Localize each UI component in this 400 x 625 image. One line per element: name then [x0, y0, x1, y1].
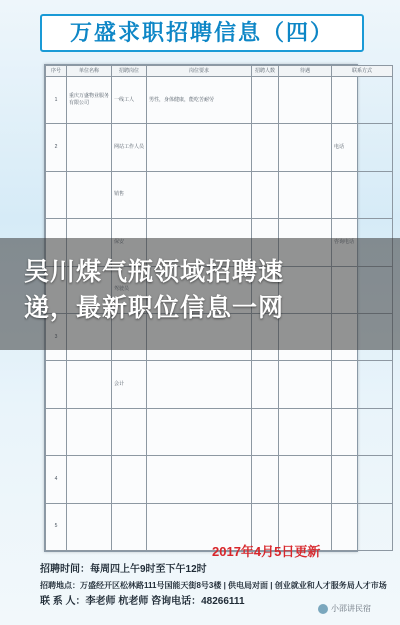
table-header-row	[46, 66, 393, 77]
header-cell: 单位名称	[67, 66, 112, 77]
table-cell	[112, 503, 147, 550]
table-cell	[332, 408, 393, 455]
table-row	[46, 408, 393, 455]
table-cell	[147, 361, 252, 408]
table-cell	[332, 171, 393, 218]
watermark-text: 小邵讲民宿	[331, 604, 371, 613]
table-cell	[67, 456, 112, 503]
table-cell	[67, 124, 112, 171]
table-cell	[67, 361, 112, 408]
table-cell	[67, 171, 112, 218]
header-cell: 联系方式	[332, 66, 393, 77]
table-cell	[332, 361, 393, 408]
table-cell: 男性，身体健康，能吃苦耐劳	[147, 77, 252, 124]
table-cell	[147, 171, 252, 218]
table-row	[46, 456, 393, 503]
table-cell: 5	[46, 503, 67, 550]
table-cell	[252, 456, 279, 503]
table-cell: 1	[46, 77, 67, 124]
header-cell: 序号	[46, 66, 67, 77]
header-cell: 待遇	[279, 66, 332, 77]
table-cell	[147, 456, 252, 503]
table-row	[46, 77, 393, 124]
recruit-location: 招聘地点：万盛经开区松林路111号国能天街8号3楼 | 供电局对面 | 创业就业和人才服务局人才市场	[40, 581, 387, 590]
recruit-time: 招聘时间：每周四上午9时至下午12时	[40, 564, 207, 575]
table-cell	[279, 124, 332, 171]
table-cell	[112, 456, 147, 503]
table-cell: 网站工作人员	[112, 124, 147, 171]
header-cell: 岗位要求	[147, 66, 252, 77]
table-cell: 重庆万盛物业服务有限公司	[67, 77, 112, 124]
wechat-icon	[318, 604, 328, 614]
table-cell	[332, 77, 393, 124]
table-cell	[252, 361, 279, 408]
table-cell: 会计	[112, 361, 147, 408]
table-cell	[279, 408, 332, 455]
table-cell	[46, 361, 67, 408]
table-row	[46, 124, 393, 171]
table-cell	[112, 408, 147, 455]
update-date: 2017年4月5日更新	[212, 544, 321, 559]
table-cell	[252, 408, 279, 455]
table-cell	[252, 124, 279, 171]
table-cell	[46, 408, 67, 455]
wechat-watermark	[318, 601, 400, 617]
table-cell	[279, 361, 332, 408]
table-cell	[67, 503, 112, 550]
table-cell	[67, 408, 112, 455]
table-cell	[279, 77, 332, 124]
table-cell	[332, 456, 393, 503]
table-cell: 2	[46, 124, 67, 171]
table-cell: 电话	[332, 124, 393, 171]
table-cell	[279, 456, 332, 503]
table-cell: 一线工人	[112, 77, 147, 124]
headline-line: 递，最新职位信息一网	[24, 293, 285, 322]
poster-title: 万盛求职招聘信息（四）	[40, 14, 364, 52]
header-cell: 招聘人数	[252, 66, 279, 77]
table-cell	[279, 171, 332, 218]
headline-line: 吴川煤气瓶领域招聘速	[24, 257, 285, 286]
table-cell	[147, 124, 252, 171]
article-headline[interactable]	[24, 254, 400, 346]
table-row	[46, 171, 393, 218]
table-cell: 销售	[112, 171, 147, 218]
table-cell	[147, 408, 252, 455]
contact-line: 联 系 人：李老师 杭老师 咨询电话：48266111	[40, 596, 245, 607]
table-cell	[252, 77, 279, 124]
table-row	[46, 361, 393, 408]
table-cell	[46, 171, 67, 218]
table-cell: 4	[46, 456, 67, 503]
table-cell	[252, 171, 279, 218]
header-cell: 招聘岗位	[112, 66, 147, 77]
